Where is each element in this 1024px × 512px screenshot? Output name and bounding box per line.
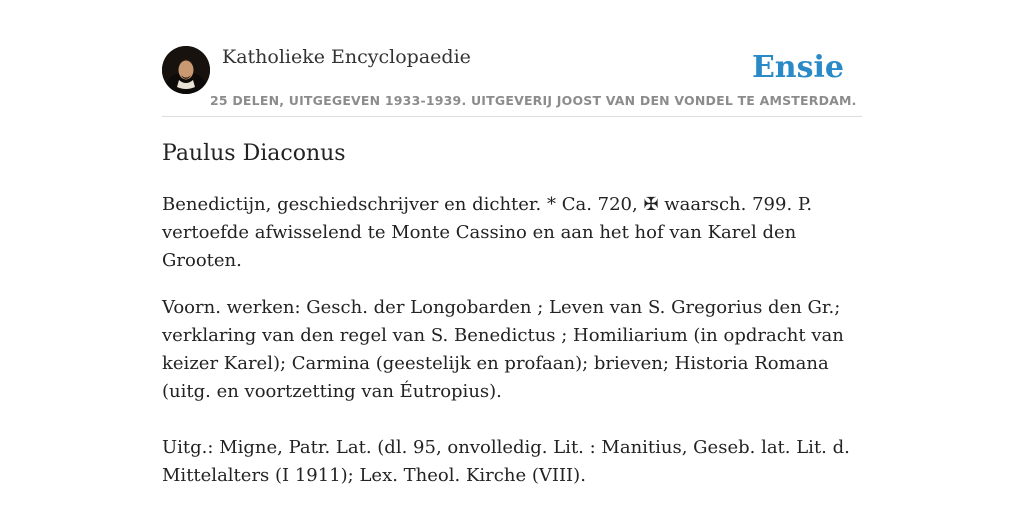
article bbox=[162, 139, 862, 490]
publication-title[interactable]: Katholieke Encyclopaedie bbox=[222, 46, 471, 68]
publication-subtitle: 25 DELEN, UITGEGEVEN 1933-1939. UITGEVERIJ JOOST VAN DEN VONDEL TE AMSTERDAM. bbox=[210, 93, 857, 108]
portrait-icon bbox=[162, 46, 210, 94]
article-headword: Paulus Diaconus bbox=[162, 141, 346, 166]
article-paragraph: Uitg.: Migne, Patr. Lat. (dl. 95, onvolledig. Lit. : Manitius, Geseb. lat. Lit. d. Mittelalters (I 1911); Lex. Theol. Kirche (VIII). bbox=[162, 437, 850, 486]
publication-avatar[interactable] bbox=[162, 46, 210, 94]
article-paragraph: Voorn. werken: Gesch. der Longobarden ; Leven van S. Gregorius den Gr.; verklaring van den regel van S. Benedictus ; Homiliarium (in opdracht van keizer Karel); Carmina (geestelijk en profaan); brieven; Historia Romana (uitg. en voortzetting van Éutropius). bbox=[162, 297, 844, 402]
article-paragraph: Benedictijn, geschiedschrijver en dichter. * Ca. 720, ✠ waarsch. 799. P. vertoefde afwisselend te Monte Cassino en aan het hof van Karel den Grooten. bbox=[162, 194, 813, 271]
ensie-logo-link[interactable]: Ensie bbox=[751, 50, 844, 85]
publication-header bbox=[162, 46, 862, 117]
